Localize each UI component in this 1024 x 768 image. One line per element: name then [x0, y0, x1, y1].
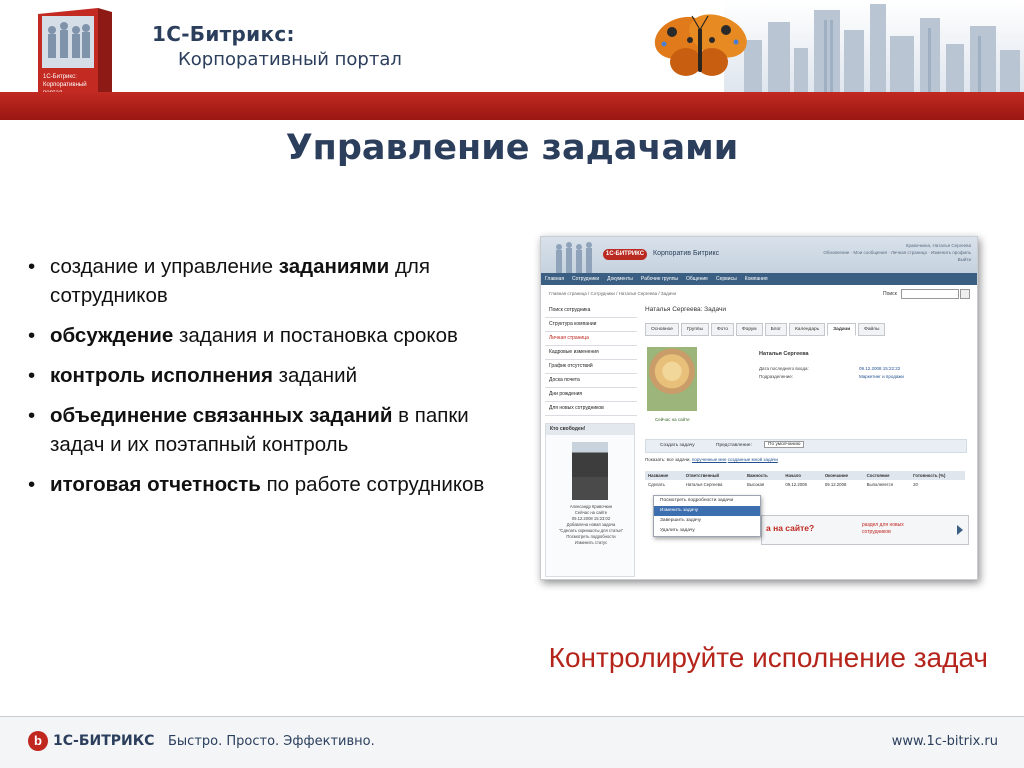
- tab-photo[interactable]: Фото: [711, 323, 734, 336]
- footer-url[interactable]: www.1c-bitrix.ru: [891, 734, 998, 749]
- butterfly-icon: [650, 14, 750, 80]
- menu-item[interactable]: График отсутствий: [545, 360, 637, 374]
- feature-list: [28, 252, 518, 510]
- portal-screenshot: [540, 236, 978, 580]
- nav-item[interactable]: Сервисы: [715, 276, 737, 282]
- tab-tasks[interactable]: Задачи: [827, 323, 856, 336]
- svg-text:1С-Битрикс:: 1С-Битрикс:: [43, 74, 77, 80]
- feature-item: • объединение связанных заданий в папки задач и их поэтапный контроль: [28, 401, 518, 459]
- tasks-toolbar: [645, 439, 967, 453]
- online-status: Сейчас на сайте: [655, 417, 690, 422]
- search-go-button[interactable]: [960, 289, 970, 299]
- context-item[interactable]: Завершить задачу: [660, 518, 702, 523]
- menu-item[interactable]: Структура компании: [545, 318, 637, 332]
- create-task-button[interactable]: Создать задачу: [660, 443, 695, 448]
- widget-header: Кто свободен!: [546, 424, 634, 435]
- table-row[interactable]: Сделать Наталья Сергеева Высокая 09.12.2008 09.12.2008 Выполняется 20: [648, 482, 918, 487]
- header-red-band: [0, 92, 1024, 120]
- menu-item[interactable]: Кадровые изменения: [545, 346, 637, 360]
- menu-item[interactable]: Доска почета: [545, 374, 637, 388]
- new-employees-banner[interactable]: а на сайте? раздел для новых сотрудников: [761, 515, 969, 545]
- news-text: Добавлена новая задача: [566, 522, 616, 527]
- context-item[interactable]: Посмотреть подробности задачи: [660, 498, 734, 503]
- portal-name: Корпоратив Битрикс: [653, 250, 720, 257]
- details-link[interactable]: Посмотреть подробности: [566, 534, 616, 539]
- tab-forum[interactable]: Форум: [736, 323, 763, 336]
- meta-row: Подразделение: Маркетинг и продажи: [759, 374, 904, 379]
- person-time: 09.12.2008 15:23:02: [571, 516, 611, 521]
- breadcrumb: Главная страница / Сотрудники / Наталья Сергеева / Задачи: [549, 291, 676, 296]
- feature-item: • создание и управление заданиями для сотрудников: [28, 252, 518, 310]
- created-link[interactable]: созданные мной задачи: [727, 457, 778, 462]
- task-context-menu: [653, 495, 761, 537]
- user-photo: [647, 347, 697, 411]
- slide-title: Управление задачами: [285, 128, 739, 168]
- portal-nav: [541, 273, 977, 285]
- tab-main[interactable]: Основное: [645, 323, 679, 336]
- footer-brand: 1С-БИТРИКС: [53, 733, 155, 749]
- context-item-selected[interactable]: Изменить задачу: [654, 506, 760, 516]
- slide-header: [0, 0, 1024, 92]
- people-silhouettes-image: [551, 239, 601, 273]
- feature-item: • контроль исполнения заданий: [28, 361, 518, 390]
- person-name-link[interactable]: Александр Кравочкин: [569, 504, 613, 509]
- product-box-image: [38, 8, 112, 92]
- tab-calendar[interactable]: Календарь: [789, 323, 825, 336]
- feature-item: • итоговая отчетность по работе сотрудников: [28, 470, 518, 499]
- assigned-link[interactable]: порученные мне: [691, 457, 727, 462]
- tasks-table: [645, 471, 965, 489]
- widget-text: [550, 504, 632, 546]
- nav-item[interactable]: Общение: [686, 276, 708, 282]
- tab-blog[interactable]: Блог: [765, 323, 787, 336]
- footer-logo: [28, 731, 154, 751]
- header-brand: 1С-Битрикс:: [152, 22, 295, 46]
- user-name[interactable]: Кравочкина, Наталья Сергеева: [905, 243, 971, 248]
- footer-slogan: Быстро. Просто. Эффективно.: [168, 734, 375, 749]
- change-status-link[interactable]: Изменить статус: [574, 540, 608, 545]
- menu-item[interactable]: Для новых сотрудников: [545, 402, 637, 416]
- portal-page-title: Наталья Сергеева: Задачи: [645, 306, 727, 313]
- menu-item[interactable]: Дни рождения: [545, 388, 637, 402]
- news-task: "Сделать скриншоты для статьи": [558, 528, 624, 533]
- tab-files[interactable]: Файлы: [858, 323, 885, 336]
- slide-caption: Контролируйте исполнение задач: [548, 642, 988, 673]
- context-item[interactable]: Удалить задачу: [660, 528, 695, 533]
- logout-link[interactable]: Выйти: [957, 257, 971, 262]
- nav-item[interactable]: Компания: [744, 276, 768, 282]
- who-is-free-widget: [545, 423, 635, 577]
- user-links: [811, 242, 971, 263]
- view-select[interactable]: По умолчанию: [764, 441, 804, 448]
- nav-item[interactable]: Рабочие группы: [640, 276, 679, 282]
- nav-item[interactable]: Сотрудники: [572, 276, 600, 282]
- svg-text:Корпоративный: Корпоративный: [43, 82, 87, 88]
- tasks-filter: Показать: все задачи, порученные мне созданные мной задачи: [645, 457, 778, 462]
- person-status: Сейчас на сайте: [574, 510, 608, 515]
- search-label: Поиск: [883, 291, 897, 297]
- person-photo: [572, 442, 608, 500]
- bitrix-logo-icon: b: [28, 731, 48, 751]
- tab-groups[interactable]: Группы: [681, 323, 709, 336]
- arrow-right-icon: [957, 525, 963, 535]
- portal-header: [541, 237, 977, 273]
- left-menu: [545, 304, 637, 416]
- nav-item[interactable]: Документы: [607, 276, 633, 282]
- user-menu-links[interactable]: Обновление · Мои сообщения · Личная страница · Изменить профиль: [823, 250, 971, 255]
- feature-item: • обсуждение задания и постановка сроков: [28, 321, 518, 350]
- city-skyline-image: [724, 0, 1024, 92]
- table-header-row: Название Ответственный Важность Начало Окончание Состояние Готовность (%): [645, 471, 965, 480]
- menu-item-active[interactable]: Личная страница: [545, 332, 637, 346]
- header-product: Корпоративный портал: [178, 49, 402, 70]
- profile-tabs: [645, 323, 887, 336]
- search-input[interactable]: [901, 289, 959, 299]
- slide-footer: [0, 717, 1024, 768]
- svg-text:портал: [43, 90, 63, 92]
- user-meta: [759, 365, 959, 381]
- nav-item[interactable]: Главная: [545, 276, 565, 282]
- meta-row: Дата последнего входа: 09.12.2008 15:22:22: [759, 366, 901, 371]
- menu-item[interactable]: Поиск сотрудника: [545, 304, 637, 318]
- user-name-heading: Наталья Сергеева: [759, 351, 809, 357]
- portal-logo: 1С-БИТРИКС: [603, 249, 647, 260]
- view-label: Представление:: [716, 443, 752, 448]
